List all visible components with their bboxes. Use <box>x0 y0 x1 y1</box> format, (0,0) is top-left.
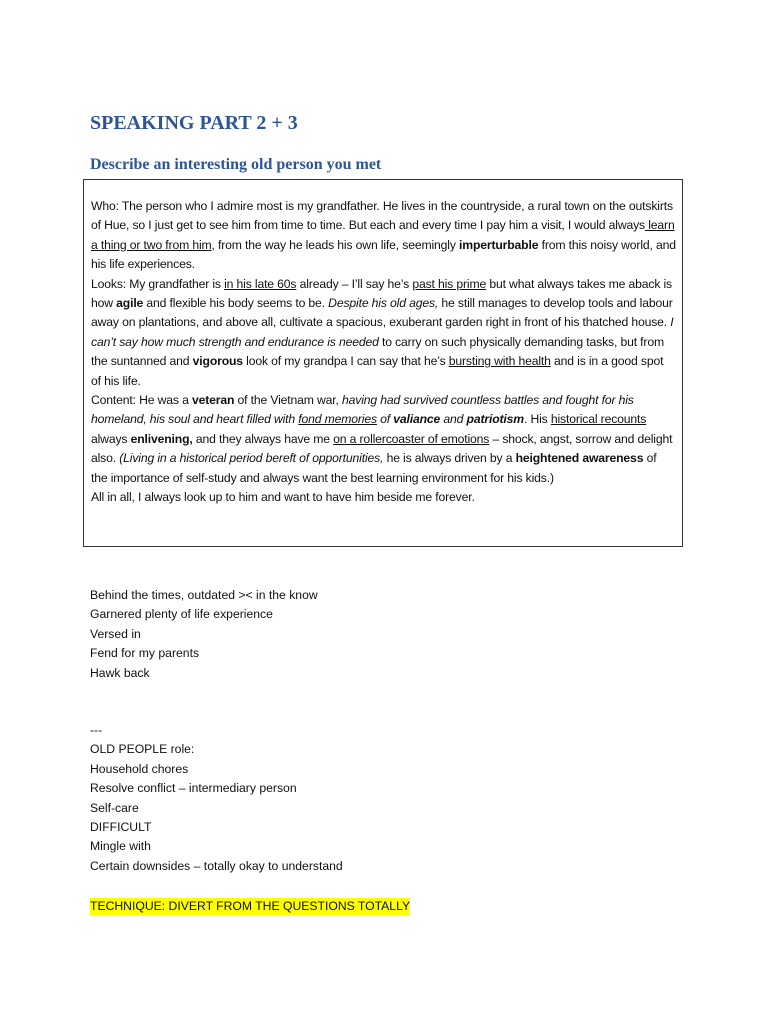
italic-phrase: having had survived countless battles and fought for his homeland, his soul and heart filled with <box>91 393 634 427</box>
list-item: Versed in <box>90 626 141 641</box>
bold-phrase: enlivening, <box>130 431 193 446</box>
technique-highlight: TECHNIQUE: DIVERT FROM THE QUESTIONS TOTALLY <box>90 899 411 913</box>
text-run: , from the way he leads his own life, seemingly <box>211 237 460 252</box>
list-item: Mingle with <box>90 839 151 854</box>
list-item: Self-care <box>90 800 139 815</box>
text-run: of the Vietnam war, <box>234 393 342 408</box>
text-run: already – I’ll say he’s <box>296 276 413 291</box>
bold-phrase: vigorous <box>192 354 243 369</box>
list-item: Certain downsides – totally okay to understand <box>90 858 343 873</box>
text-run: from this noisy world, and his life experiences. <box>91 237 676 272</box>
old-people-role-notes <box>90 721 343 876</box>
bold-phrase: agile <box>116 296 144 311</box>
bold-phrase: imperturbable <box>459 237 539 252</box>
list-item: Resolve conflict – intermediary person <box>90 781 297 796</box>
list-item: Behind the times, outdated >< in the know <box>90 588 318 602</box>
underlined-phrase: on a rollercoaster of emotions <box>333 431 490 446</box>
list-item: Household chores <box>90 761 189 776</box>
text-run: to carry on such physically demanding tasks, but from the suntanned and <box>91 334 664 369</box>
text-run: he still manages to develop tools and labour away on plantations, and above all, cultivate a spacious, exuberant garden right in front of his thatched house. <box>91 296 673 330</box>
text-run: Who: The person who I admire most is my grandfather. He lives in the countryside, a rural town on the outskirts of Hue, so I just get to see him from time to time. But each and every time I pay him a visit, I would always <box>91 199 673 233</box>
paragraph-who <box>91 197 676 275</box>
list-item: Fend for my parents <box>90 646 200 661</box>
italic-phrase: of <box>376 412 394 427</box>
text-run: look of my grandpa I can say that he’s <box>242 354 449 369</box>
text-run: . His <box>523 412 551 427</box>
page-title: SPEAKING PART 2 + 3 <box>90 112 298 134</box>
italic-phrase: Despite his old ages, <box>328 296 439 311</box>
text-run: – shock, angst, sorrow and delight also. <box>91 431 673 466</box>
underlined-phrase: bursting with health <box>448 354 551 369</box>
text-run: he is always driven by a <box>383 451 516 466</box>
text-run: of the importance of self-study and always want the best learning environment for his kids.) <box>91 451 657 485</box>
underlined-phrase: learn a thing or two from him <box>91 218 675 252</box>
list-item: Hawk back <box>90 665 150 680</box>
paragraph-content <box>91 391 676 488</box>
text-run: Looks: My grandfather is <box>91 276 225 291</box>
answer-box <box>83 179 683 547</box>
bold-phrase: patriotism <box>466 412 524 427</box>
underlined-phrase: fond memories <box>298 412 377 427</box>
bold-phrase: heightened awareness <box>515 451 644 466</box>
bold-phrase: valiance <box>393 412 441 427</box>
list-item: --- <box>90 723 103 737</box>
text-run: but what always takes me aback is how <box>91 276 673 311</box>
list-item: OLD PEOPLE role: <box>90 742 195 757</box>
text-run: and flexible his body seems to be. <box>143 296 329 311</box>
italic-phrase: I can’t say how much strength and endurance is needed <box>91 315 674 349</box>
underlined-phrase: past his prime <box>412 276 487 291</box>
italic-phrase: and <box>440 412 467 427</box>
paragraph-looks <box>91 275 676 391</box>
underlined-phrase: in his late 60s <box>224 276 297 291</box>
underlined-phrase: historical recounts <box>550 412 647 427</box>
vocabulary-list <box>90 586 318 683</box>
text-run: and they always have me <box>192 431 334 446</box>
italic-phrase: (Living in a historical period bereft of opportunities, <box>119 451 384 466</box>
paragraph-conclusion: All in all, I always look up to him and want to have him beside me forever. <box>91 490 475 505</box>
list-item: Garnered plenty of life experience <box>90 607 273 622</box>
text-run: and is in a good spot of his life. <box>91 354 664 388</box>
list-item: DIFFICULT <box>90 820 152 835</box>
bold-phrase: veteran <box>191 393 235 408</box>
text-run: always <box>91 431 131 446</box>
text-run: Content: He was a <box>91 393 192 408</box>
topic-subtitle: Describe an interesting old person you met <box>90 156 382 173</box>
